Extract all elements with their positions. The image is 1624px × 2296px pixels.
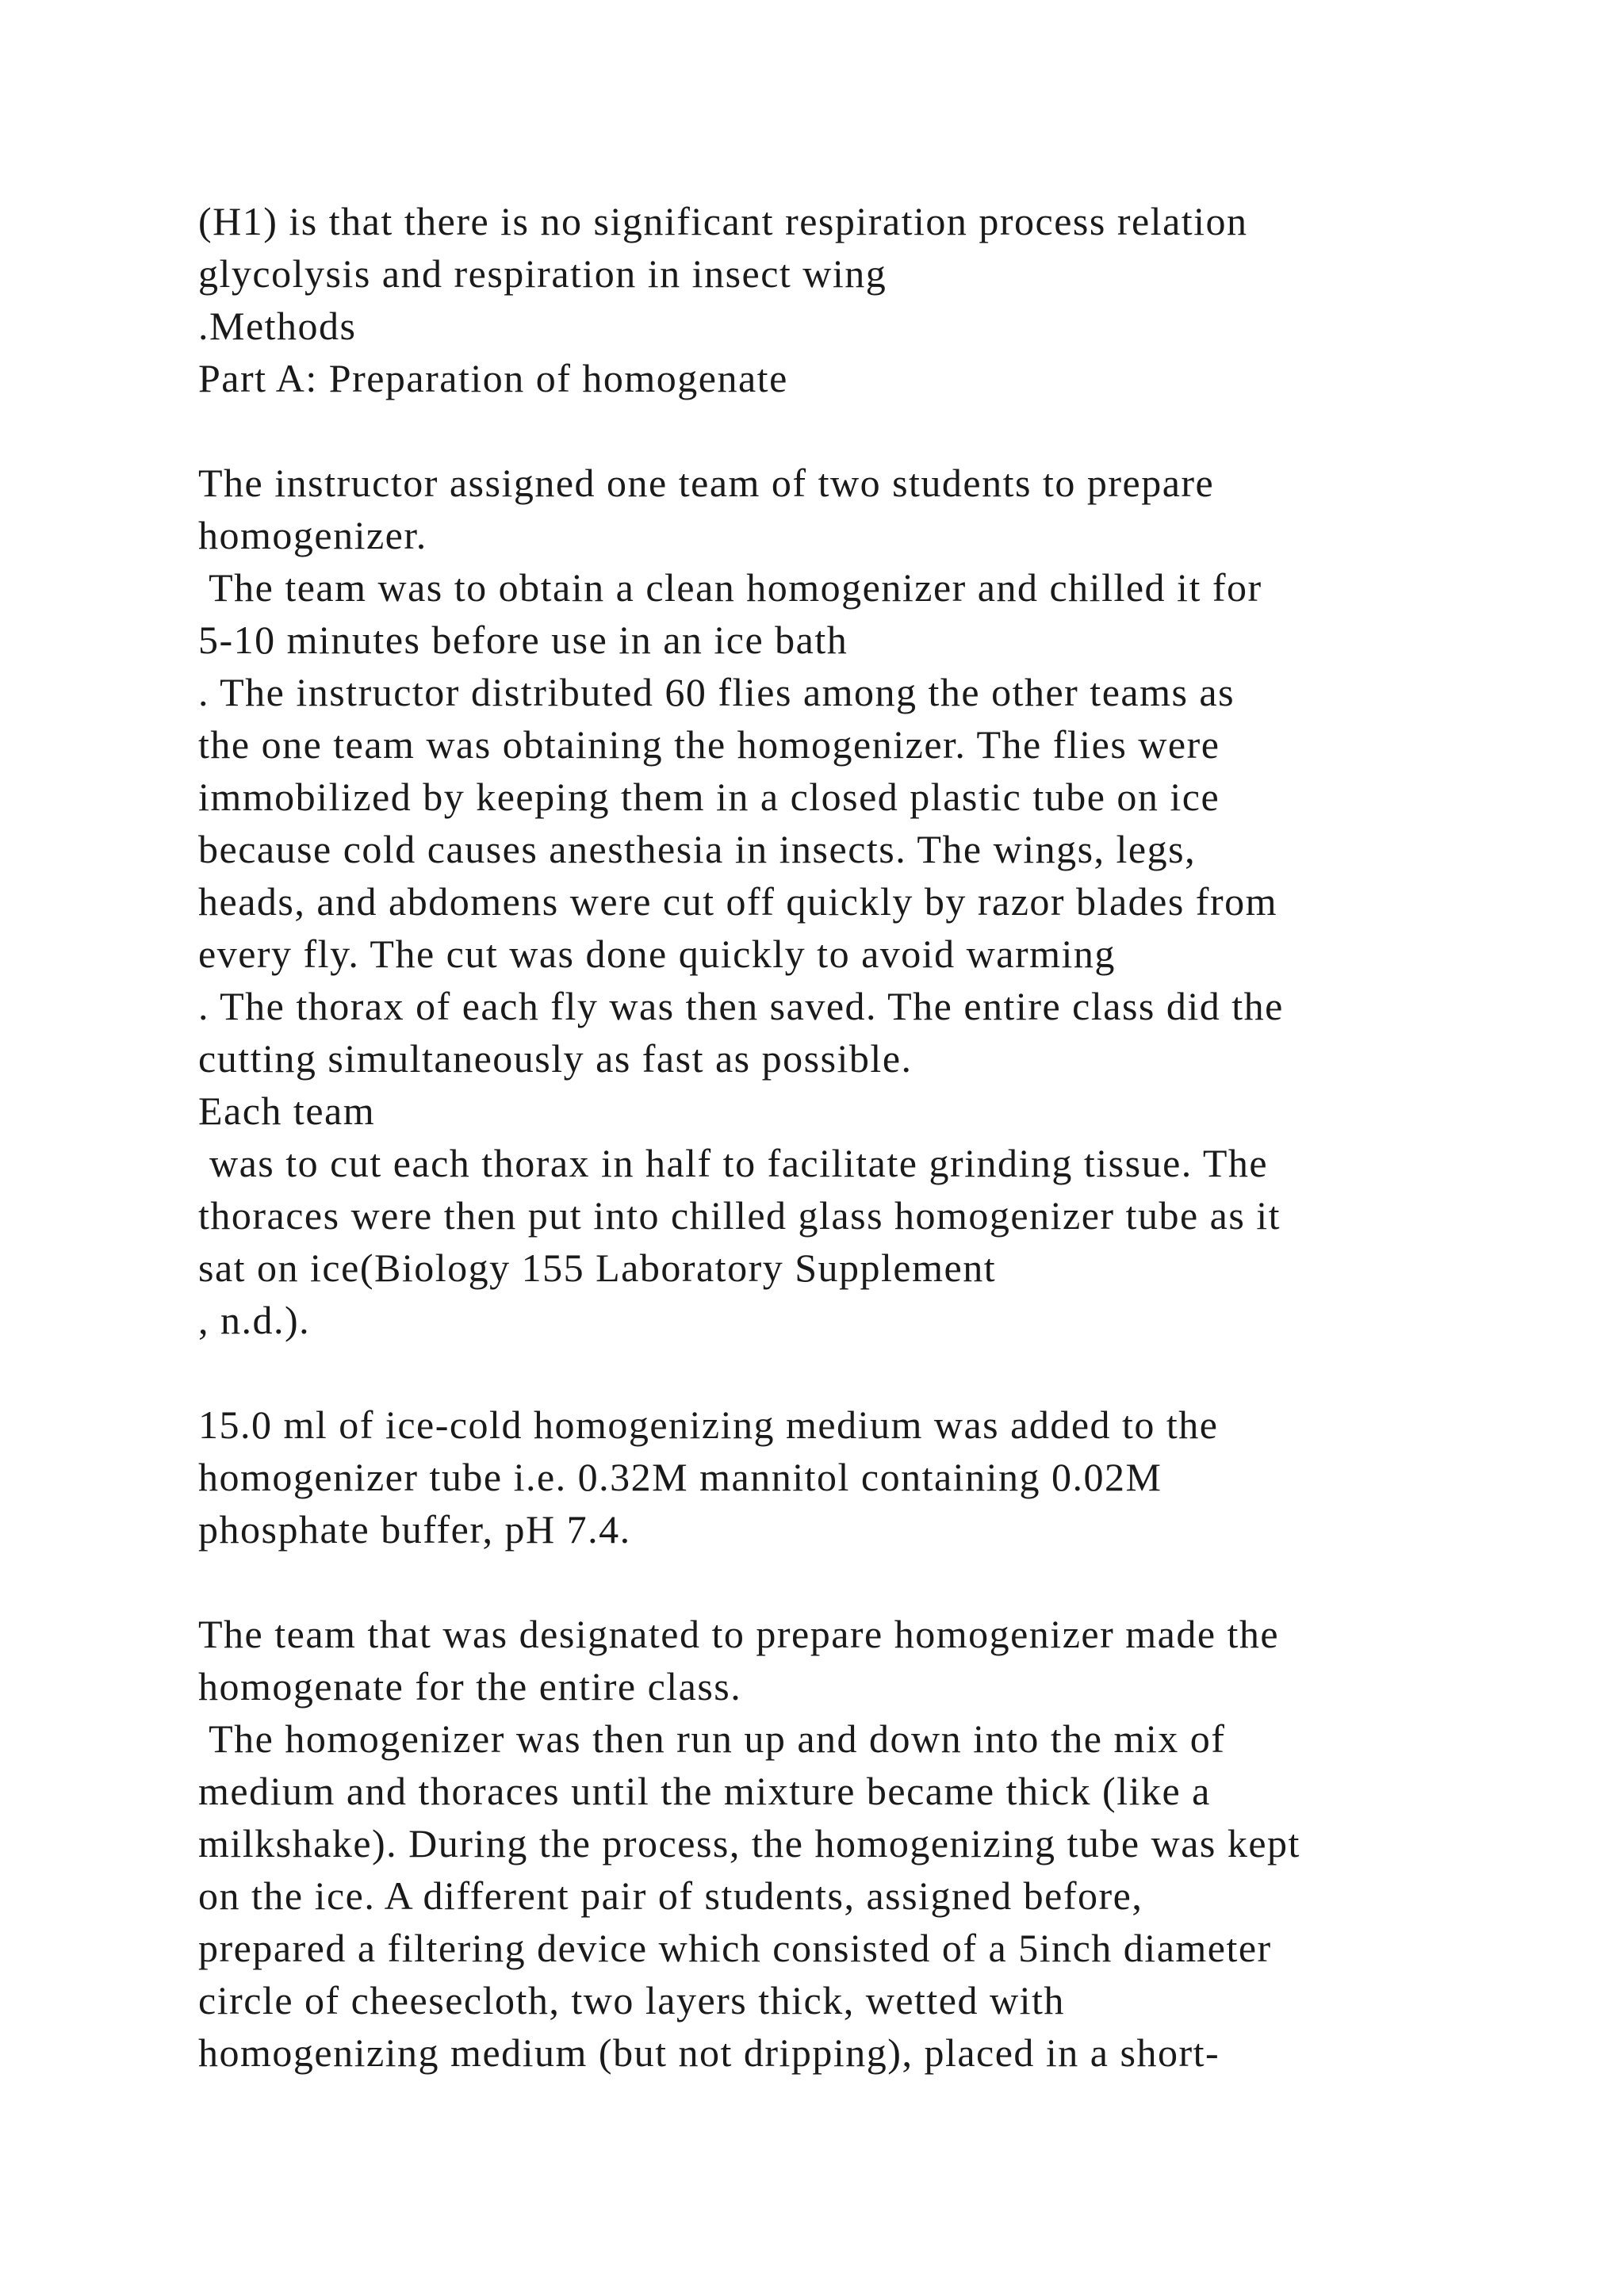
text-line: homogenizing medium (but not dripping), placed in a short- bbox=[198, 2030, 1220, 2075]
text-line: every fly. The cut was done quickly to avoid warming bbox=[198, 932, 1116, 976]
text-line: immobilized by keeping them in a closed plastic tube on ice bbox=[198, 775, 1220, 819]
text-line: The team that was designated to prepare homogenizer made the bbox=[198, 1612, 1280, 1656]
text-line: 15.0 ml of ice-cold homogenizing medium was added to the bbox=[198, 1402, 1219, 1447]
text-line: . The thorax of each fly was then saved. The entire class did the bbox=[198, 984, 1284, 1028]
text-line: thoraces were then put into chilled glass homogenizer tube as it bbox=[198, 1193, 1281, 1238]
section-heading: .Methods bbox=[198, 304, 357, 348]
text-line: medium and thoraces until the mixture became thick (like a bbox=[198, 1769, 1211, 1813]
subsection-heading: Part A: Preparation of homogenate bbox=[198, 356, 788, 400]
text-line: homogenizer tube i.e. 0.32M mannitol containing 0.02M bbox=[198, 1455, 1162, 1499]
text-line: heads, and abdomens were cut off quickly by razor blades from bbox=[198, 879, 1277, 924]
text-line: cutting simultaneously as fast as possible. bbox=[198, 1036, 913, 1081]
text-line: Each team bbox=[198, 1089, 376, 1133]
text-line: on the ice. A different pair of students, assigned before, bbox=[198, 1873, 1143, 1918]
text-line: The instructor assigned one team of two students to prepare bbox=[198, 461, 1215, 505]
text-line: The homogenizer was then run up and down into the mix of bbox=[198, 1716, 1226, 1761]
text-line: The team was to obtain a clean homogenizer and chilled it for bbox=[198, 565, 1262, 610]
text-line: homogenate for the entire class. bbox=[198, 1664, 742, 1709]
text-line: was to cut each thorax in half to facilitate grinding tissue. The bbox=[198, 1141, 1269, 1185]
text-line: milkshake). During the process, the homogenizing tube was kept bbox=[198, 1821, 1300, 1866]
text-line: because cold causes anesthesia in insects. The wings, legs, bbox=[198, 827, 1197, 871]
text-line: circle of cheesecloth, two layers thick, wetted with bbox=[198, 1978, 1065, 2022]
text-line: prepared a filtering device which consisted of a 5inch diameter bbox=[198, 1926, 1272, 1970]
blank-line bbox=[198, 1346, 1546, 1399]
text-line: . The instructor distributed 60 flies among the other teams as bbox=[198, 670, 1235, 714]
text-line: homogenizer. bbox=[198, 513, 427, 557]
text-line: sat on ice(Biology 155 Laboratory Supplement bbox=[198, 1246, 997, 1290]
blank-line bbox=[198, 1556, 1546, 1608]
text-line: 5-10 minutes before use in an ice bath bbox=[198, 618, 848, 662]
text-line: (H1) is that there is no significant respiration process relation bbox=[198, 199, 1248, 243]
text-line: , n.d.). bbox=[198, 1298, 311, 1342]
text-line: phosphate buffer, pH 7.4. bbox=[198, 1507, 631, 1552]
text-line: the one team was obtaining the homogenizer. The flies were bbox=[198, 722, 1220, 767]
document-body bbox=[198, 195, 1546, 2079]
blank-line bbox=[198, 404, 1546, 457]
text-line: glycolysis and respiration in insect wing bbox=[198, 251, 887, 296]
